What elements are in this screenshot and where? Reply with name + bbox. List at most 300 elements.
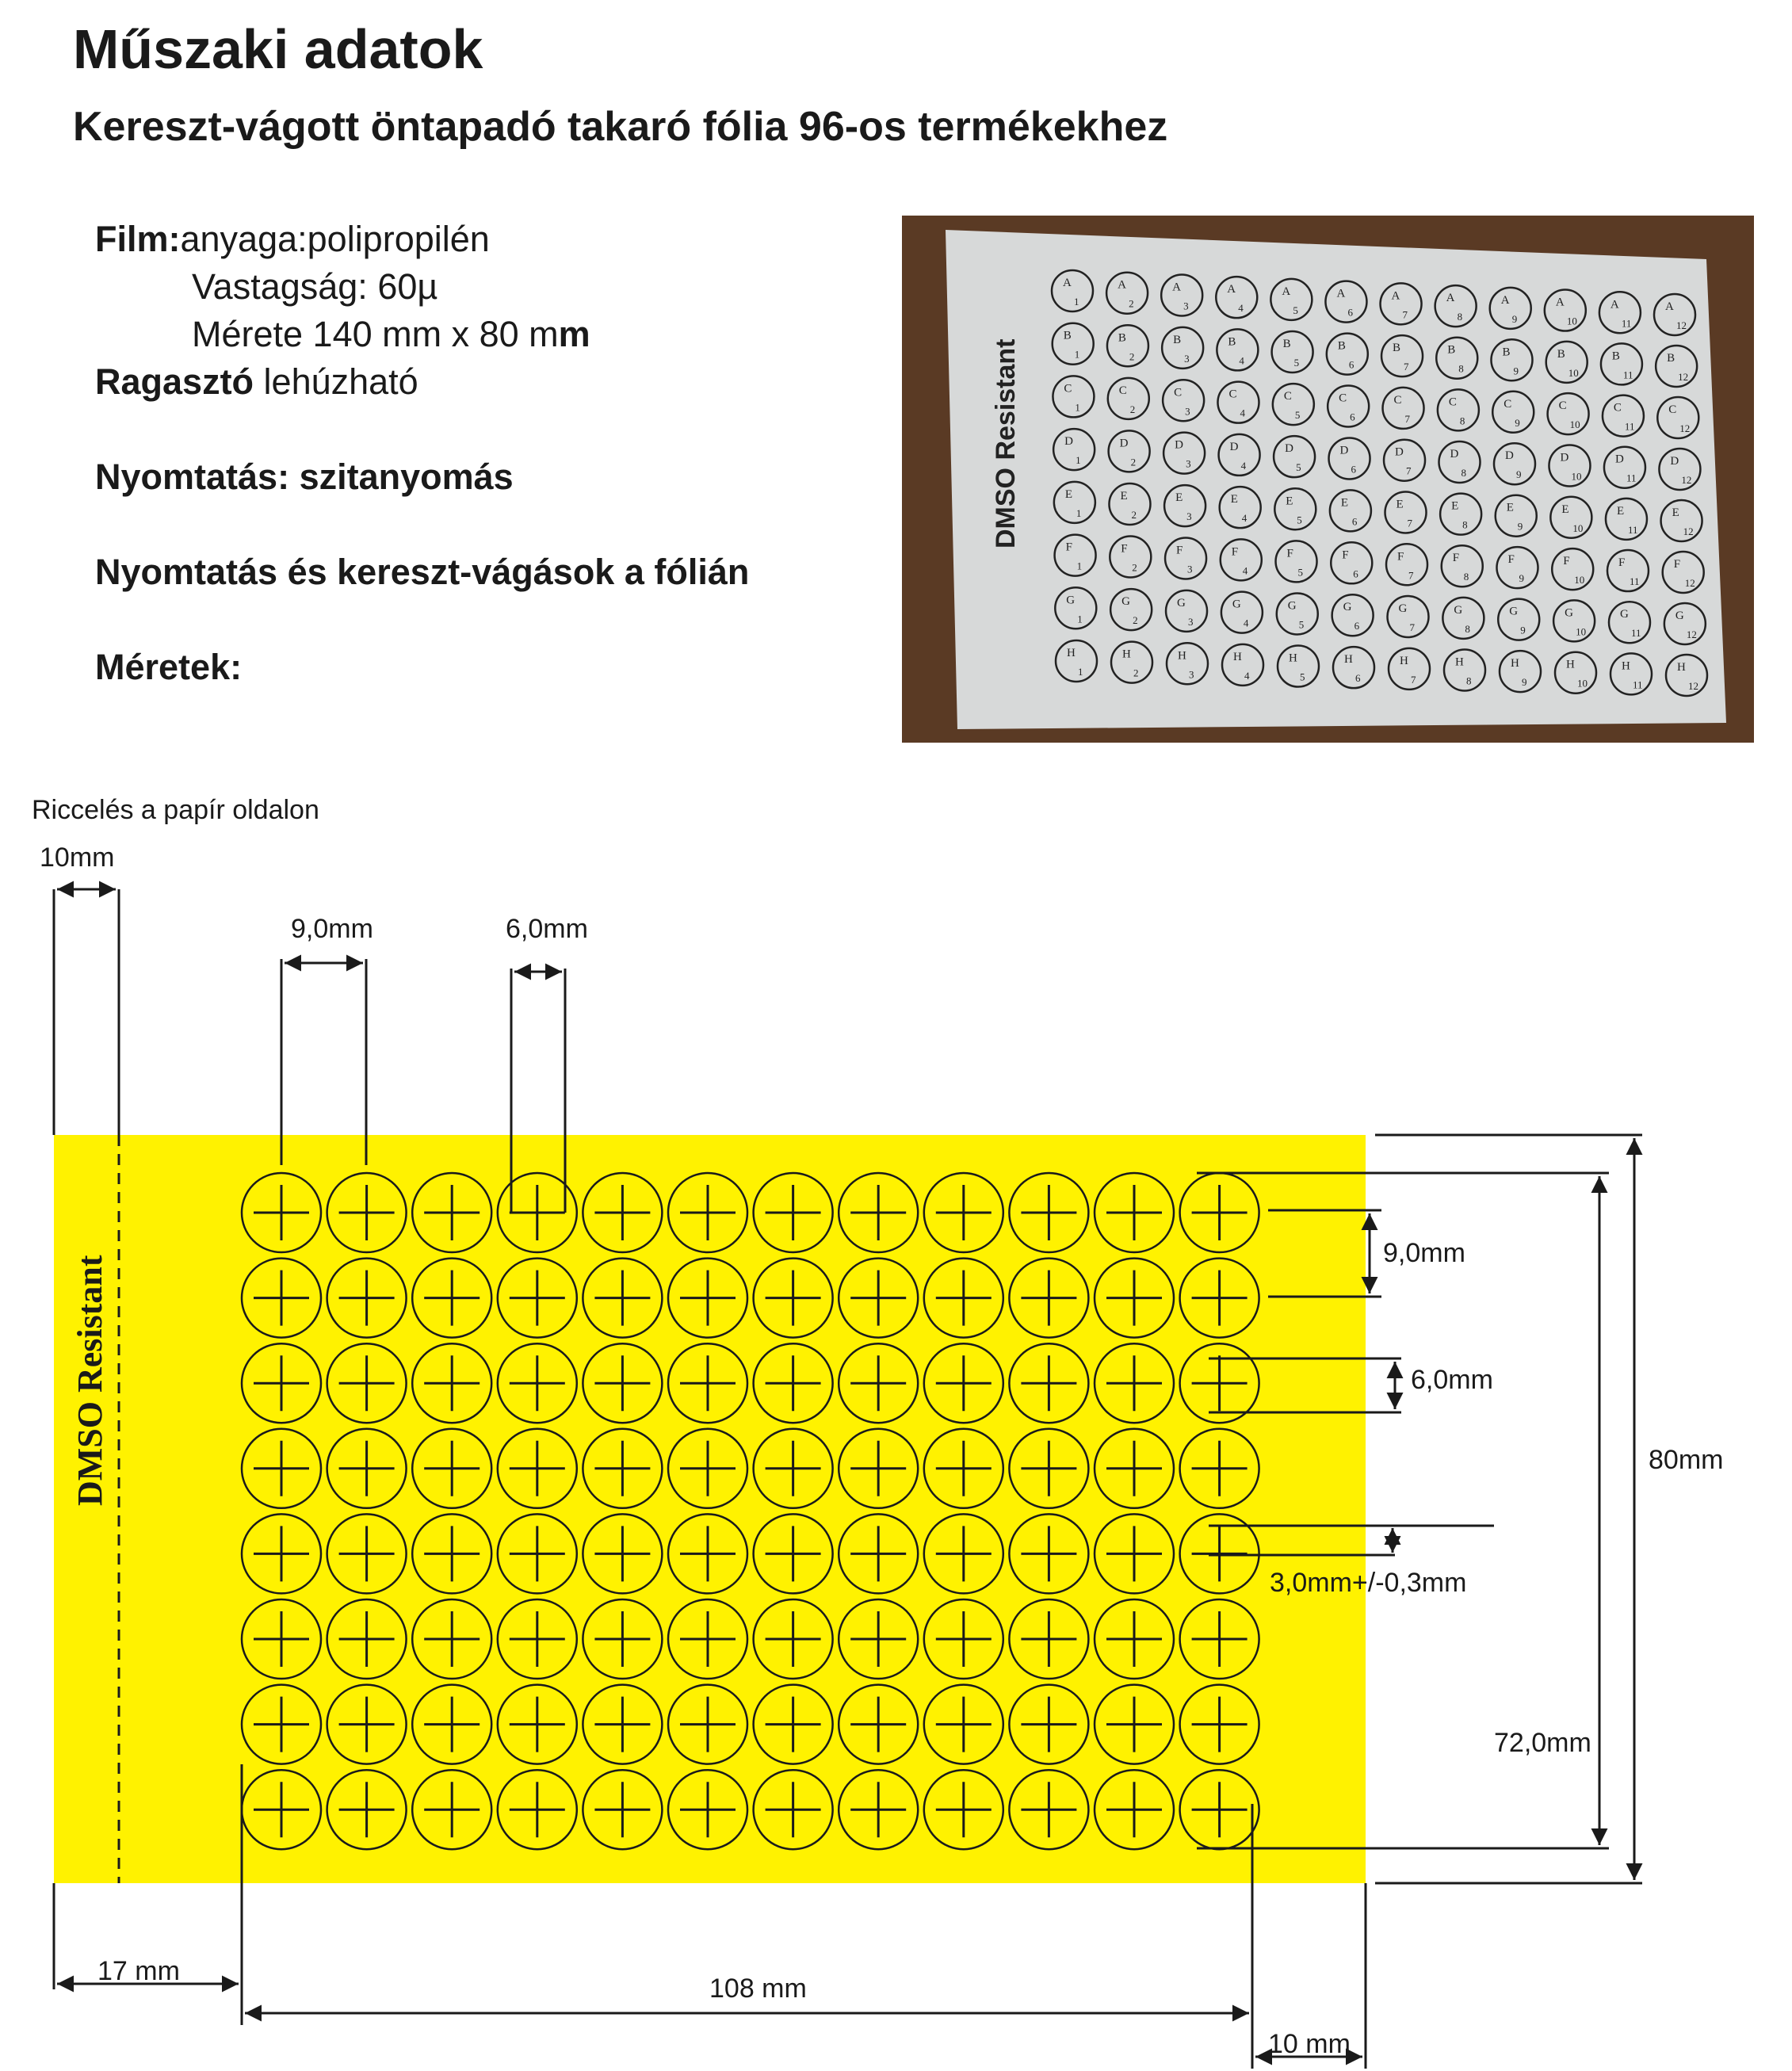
photo-well-row: E bbox=[1286, 495, 1293, 508]
photo-well-row: E bbox=[1561, 502, 1569, 516]
photo-well-row: C bbox=[1118, 384, 1127, 397]
well-cell bbox=[839, 1173, 918, 1252]
photo-well-row: E bbox=[1396, 498, 1404, 511]
photo-well-row: C bbox=[1448, 395, 1457, 409]
photo-well-col: 11 bbox=[1630, 627, 1641, 640]
photo-well-row: E bbox=[1064, 487, 1073, 501]
photo-well-row: A bbox=[1118, 278, 1126, 292]
well-cell bbox=[1180, 1599, 1259, 1679]
photo-well-col: 12 bbox=[1683, 525, 1694, 537]
photo-well-row: G bbox=[1287, 599, 1297, 613]
well-cell bbox=[498, 1770, 577, 1849]
photo-well-row: B bbox=[1063, 329, 1072, 342]
photo-well-row: H bbox=[1511, 657, 1519, 671]
photo-well-row: B bbox=[1393, 342, 1401, 355]
spec-dimensions: Méretek: bbox=[95, 647, 243, 687]
photo-well-row: E bbox=[1175, 491, 1183, 505]
photo-well-row: B bbox=[1611, 350, 1620, 363]
well-cell bbox=[242, 1259, 321, 1338]
photo-well-col: 8 bbox=[1458, 362, 1464, 375]
photo-well-col: 6 bbox=[1355, 672, 1361, 685]
well-cell bbox=[583, 1429, 662, 1508]
well-cell bbox=[498, 1685, 577, 1764]
photo-well-col: 5 bbox=[1298, 618, 1305, 631]
photo-well-col: 9 bbox=[1513, 365, 1519, 377]
photo-well-row: A bbox=[1063, 277, 1072, 289]
photo-well-row: H bbox=[1677, 661, 1686, 674]
photo-well-col: 3 bbox=[1186, 457, 1191, 470]
photo-well-row: F bbox=[1176, 544, 1183, 557]
well-cell bbox=[668, 1259, 747, 1338]
well-cell bbox=[1180, 1173, 1259, 1252]
photo-well-row: B bbox=[1173, 333, 1182, 346]
photo-well-row: C bbox=[1558, 399, 1567, 413]
photo-well-col: 7 bbox=[1404, 361, 1409, 373]
well-cell bbox=[412, 1599, 491, 1679]
photo-well-col: 9 bbox=[1515, 416, 1520, 429]
photo-well-row: B bbox=[1667, 352, 1675, 365]
well-cell bbox=[754, 1429, 833, 1508]
photo-well-col: 2 bbox=[1133, 614, 1138, 627]
well-cell bbox=[1009, 1343, 1088, 1423]
well-cell bbox=[1180, 1770, 1259, 1849]
dim-grid-width: 108 mm bbox=[709, 1974, 807, 2004]
photo-well-col: 8 bbox=[1457, 311, 1463, 323]
well-cell bbox=[327, 1429, 407, 1508]
photo-well-row: A bbox=[1336, 287, 1346, 300]
dim-left-offset: 17 mm bbox=[97, 1956, 180, 1986]
photo-well-row: H bbox=[1344, 653, 1353, 667]
photo-well-row: C bbox=[1613, 401, 1622, 415]
well-cell bbox=[1180, 1343, 1259, 1423]
photo-well-row: D bbox=[1395, 445, 1404, 459]
photo-well-col: 5 bbox=[1294, 409, 1301, 422]
well-cell bbox=[242, 1599, 321, 1679]
photo-well-col: 4 bbox=[1240, 459, 1247, 472]
photo-well-row: F bbox=[1673, 558, 1681, 571]
photo-well-col: 12 bbox=[1676, 319, 1687, 331]
photo-well-col: 2 bbox=[1130, 456, 1137, 468]
photo-well-row: A bbox=[1500, 293, 1510, 307]
photo-well-col: 11 bbox=[1621, 317, 1632, 330]
photo-well-col: 6 bbox=[1348, 358, 1355, 371]
photo-well-col: 1 bbox=[1076, 454, 1081, 467]
adhesive-label: Ragasztó bbox=[95, 361, 254, 402]
photo-well-col: 8 bbox=[1463, 571, 1469, 583]
photo-well-row: G bbox=[1565, 606, 1573, 620]
well-cell bbox=[839, 1599, 918, 1679]
photo-well-row: C bbox=[1668, 403, 1677, 416]
photo-well-col: 3 bbox=[1183, 300, 1189, 312]
photo-well-row: H bbox=[1122, 648, 1131, 661]
well-cell bbox=[839, 1259, 918, 1338]
photo-well-col: 3 bbox=[1184, 352, 1190, 365]
photo-well-row: G bbox=[1066, 594, 1076, 607]
well-cell bbox=[583, 1173, 662, 1252]
photo-well-row: A bbox=[1391, 289, 1400, 303]
photo-well-row: A bbox=[1555, 296, 1565, 309]
photo-well-col: 10 bbox=[1571, 470, 1582, 483]
photo-well-col: 7 bbox=[1408, 569, 1414, 582]
well-cell bbox=[412, 1429, 491, 1508]
photo-well-row: E bbox=[1616, 504, 1625, 518]
photo-well-row: C bbox=[1064, 382, 1072, 395]
photo-sheet-label: DMSO Resistant bbox=[991, 338, 1021, 548]
well-cell bbox=[583, 1685, 662, 1764]
well-cell bbox=[583, 1599, 662, 1679]
photo-well-col: 2 bbox=[1129, 297, 1134, 310]
photo-well-col: 7 bbox=[1409, 621, 1416, 634]
well-cell bbox=[668, 1514, 747, 1593]
well-cell bbox=[327, 1514, 407, 1593]
photo-well-col: 10 bbox=[1569, 418, 1580, 431]
well-cell bbox=[839, 1429, 918, 1508]
well-cell bbox=[412, 1514, 491, 1593]
photo-well-row: F bbox=[1286, 547, 1293, 560]
photo-well-row: G bbox=[1509, 605, 1519, 618]
photo-well-col: 5 bbox=[1296, 461, 1301, 474]
well-cell bbox=[839, 1685, 918, 1764]
photo-well-col: 10 bbox=[1566, 315, 1577, 327]
photo-well-row: D bbox=[1504, 449, 1514, 463]
photo-well-row: D bbox=[1560, 451, 1569, 464]
photo-well-col: 12 bbox=[1688, 680, 1698, 692]
photo-well-row: D bbox=[1229, 440, 1239, 453]
well-cell bbox=[1009, 1599, 1088, 1679]
well-cell bbox=[754, 1685, 833, 1764]
well-cell bbox=[839, 1343, 918, 1423]
photo-well-col: 4 bbox=[1242, 564, 1248, 577]
well-cell bbox=[1180, 1259, 1259, 1338]
well-cell bbox=[754, 1259, 833, 1338]
dim-height: 80mm bbox=[1649, 1445, 1724, 1475]
film-label: Film: bbox=[95, 219, 181, 259]
photo-well-row: F bbox=[1342, 548, 1349, 562]
photo-well-row: C bbox=[1228, 388, 1237, 401]
well-cell bbox=[242, 1343, 321, 1423]
photo-well-col: 11 bbox=[1622, 369, 1633, 381]
spec-thickness: Vastagság: 60µ bbox=[192, 266, 438, 307]
photo-well-row: H bbox=[1622, 659, 1630, 673]
photo-well-row: F bbox=[1618, 556, 1626, 570]
photo-well-row: B bbox=[1118, 331, 1126, 345]
well-cell bbox=[924, 1770, 1003, 1849]
photo-well-row: E bbox=[1672, 506, 1679, 519]
photo-well-row: F bbox=[1397, 550, 1404, 564]
photo-well-col: 7 bbox=[1411, 673, 1416, 686]
dim-left-strip: 10mm bbox=[40, 843, 115, 873]
well-cell bbox=[1009, 1173, 1088, 1252]
well-cell bbox=[1180, 1429, 1259, 1508]
photo-well-col: 3 bbox=[1185, 405, 1190, 418]
well-cell bbox=[1009, 1770, 1088, 1849]
photo-well-row: C bbox=[1393, 393, 1402, 407]
photo-well-row: G bbox=[1177, 596, 1186, 609]
well-cell bbox=[412, 1259, 491, 1338]
well-cell bbox=[242, 1770, 321, 1849]
adhesive-value: lehúzható bbox=[254, 361, 418, 402]
photo-well-col: 8 bbox=[1465, 622, 1470, 635]
photo-well-row: H bbox=[1289, 651, 1297, 665]
well-cell bbox=[1009, 1259, 1088, 1338]
photo-well-col: 9 bbox=[1511, 312, 1518, 325]
photo-well-col: 5 bbox=[1293, 304, 1298, 316]
photo-well-col: 10 bbox=[1572, 522, 1584, 534]
photo-well-row: A bbox=[1665, 300, 1674, 313]
well-cell bbox=[668, 1770, 747, 1849]
photo-well-col: 9 bbox=[1515, 468, 1522, 481]
well-cell bbox=[327, 1599, 407, 1679]
photo-well-col: 5 bbox=[1297, 514, 1302, 526]
photo-well-col: 7 bbox=[1406, 464, 1412, 477]
well-cell bbox=[498, 1514, 577, 1593]
photo-well-row: G bbox=[1454, 603, 1463, 617]
well-cell bbox=[327, 1770, 407, 1849]
photo-well-col: 4 bbox=[1238, 302, 1244, 315]
well-cell bbox=[754, 1770, 833, 1849]
well-cell bbox=[839, 1770, 918, 1849]
photo-well-col: 4 bbox=[1243, 617, 1249, 629]
photo-well-row: B bbox=[1502, 346, 1511, 359]
well-cell bbox=[1095, 1599, 1174, 1679]
photo-well-col: 9 bbox=[1517, 520, 1523, 533]
photo-well-col: 2 bbox=[1132, 561, 1137, 574]
photo-well-row: G bbox=[1619, 608, 1629, 621]
photo-well-row: D bbox=[1119, 437, 1129, 450]
photo-well-col: 1 bbox=[1077, 613, 1083, 625]
photo-well-row: E bbox=[1451, 499, 1459, 513]
photo-well-col: 11 bbox=[1629, 575, 1640, 588]
photo-well-row: H bbox=[1233, 650, 1242, 663]
photo-well-row: E bbox=[1340, 496, 1349, 510]
well-cell bbox=[1095, 1514, 1174, 1593]
well-cell bbox=[668, 1685, 747, 1764]
well-cell bbox=[412, 1173, 491, 1252]
photo-well-col: 8 bbox=[1459, 415, 1465, 427]
well-cell bbox=[924, 1599, 1003, 1679]
photo-well-row: C bbox=[1283, 390, 1292, 403]
well-cell bbox=[1095, 1770, 1174, 1849]
well-cell bbox=[583, 1770, 662, 1849]
photo-well-col: 9 bbox=[1522, 676, 1527, 689]
photo-well-col: 7 bbox=[1404, 412, 1411, 425]
well-cell bbox=[668, 1173, 747, 1252]
photo-well-row: G bbox=[1121, 595, 1130, 609]
size-prefix: Mérete 140 mm x 80 m bbox=[192, 314, 559, 354]
photo-well-col: 6 bbox=[1347, 306, 1353, 319]
well-cell bbox=[1009, 1429, 1088, 1508]
photo-well-col: 11 bbox=[1633, 678, 1643, 691]
dim-pitch-v: 9,0mm bbox=[1383, 1238, 1465, 1268]
well-cell bbox=[327, 1259, 407, 1338]
photo-well-col: 3 bbox=[1187, 563, 1193, 575]
photo-well-row: D bbox=[1670, 455, 1679, 468]
photo-well-row: D bbox=[1450, 447, 1459, 460]
photo-well-col: 12 bbox=[1679, 422, 1691, 434]
photo-well-row: F bbox=[1121, 542, 1128, 556]
photo-well-row: D bbox=[1175, 438, 1183, 452]
photo-well-col: 4 bbox=[1239, 354, 1244, 367]
well-cell bbox=[327, 1685, 407, 1764]
photo-well-col: 2 bbox=[1129, 403, 1136, 415]
photo-well-col: 10 bbox=[1568, 366, 1579, 379]
well-cell bbox=[498, 1343, 577, 1423]
photo-well-col: 10 bbox=[1574, 574, 1585, 587]
photo-well-row: E bbox=[1120, 489, 1128, 502]
dim-right-margin: 10 mm bbox=[1268, 2029, 1351, 2059]
well-cell bbox=[924, 1429, 1003, 1508]
photo-well-row: E bbox=[1506, 501, 1514, 514]
photo-well-col: 7 bbox=[1407, 517, 1413, 529]
spec-printing: Nyomtatás: szitanyomás bbox=[95, 457, 514, 497]
well-cell bbox=[668, 1429, 747, 1508]
photo-well-col: 6 bbox=[1354, 620, 1360, 632]
page-title: Műszaki adatok bbox=[73, 18, 483, 80]
photo-well-row: B bbox=[1557, 347, 1565, 361]
photo-well-row: A bbox=[1227, 283, 1236, 296]
photo-well-row: C bbox=[1504, 397, 1512, 411]
photo-well-col: 11 bbox=[1624, 420, 1635, 433]
photo-well-row: F bbox=[1065, 541, 1072, 554]
photo-well-row: E bbox=[1230, 493, 1238, 506]
dim-hole-h: 6,0mm bbox=[506, 914, 588, 944]
size-suffix: m bbox=[558, 314, 590, 354]
well-cell bbox=[583, 1514, 662, 1593]
well-cell bbox=[242, 1173, 321, 1252]
photo-well-col: 10 bbox=[1576, 625, 1587, 638]
photo-well-col: 6 bbox=[1351, 515, 1358, 528]
well-cell bbox=[498, 1429, 577, 1508]
photo-well-col: 10 bbox=[1577, 677, 1588, 690]
photo-well-row: H bbox=[1178, 649, 1186, 663]
photo-well-row: F bbox=[1231, 545, 1239, 559]
photo-well-col: 2 bbox=[1133, 667, 1139, 679]
photo-well-row: H bbox=[1400, 654, 1408, 667]
photo-well-row: F bbox=[1507, 553, 1515, 567]
well-cell bbox=[924, 1173, 1003, 1252]
photo-well-col: 6 bbox=[1350, 411, 1355, 423]
spec-printing-cuts: Nyomtatás és kereszt-vágások a fólián bbox=[95, 552, 750, 592]
well-cell bbox=[1095, 1173, 1174, 1252]
photo-well-col: 4 bbox=[1244, 669, 1250, 682]
photo-well-col: 7 bbox=[1402, 308, 1408, 321]
photo-well-row: A bbox=[1172, 281, 1182, 294]
photo-well-col: 1 bbox=[1074, 296, 1079, 308]
well-cell bbox=[412, 1685, 491, 1764]
photo-well-row: C bbox=[1339, 392, 1347, 405]
photo-well-row: G bbox=[1675, 609, 1684, 622]
photo-well-row: G bbox=[1343, 601, 1352, 614]
photo-well-row: D bbox=[1614, 453, 1624, 466]
well-cell bbox=[839, 1514, 918, 1593]
photo-well-col: 12 bbox=[1684, 577, 1695, 589]
photo-well-col: 11 bbox=[1626, 472, 1637, 484]
well-cell bbox=[924, 1514, 1003, 1593]
well-cell bbox=[498, 1599, 577, 1679]
side-label: DMSO Resistant bbox=[71, 1255, 109, 1506]
photo-well-col: 8 bbox=[1462, 518, 1468, 531]
photo-well-col: 1 bbox=[1076, 560, 1083, 572]
well-cell bbox=[412, 1770, 491, 1849]
page-subtitle: Kereszt-vágott öntapadó takaró fólia 96-os termékekhez bbox=[73, 104, 1168, 150]
well-cell bbox=[1095, 1429, 1174, 1508]
photo-well-col: 11 bbox=[1627, 523, 1638, 536]
photo-well-col: 1 bbox=[1075, 401, 1080, 414]
well-cell bbox=[583, 1259, 662, 1338]
well-cell bbox=[1180, 1685, 1259, 1764]
photo-well-row: A bbox=[1282, 285, 1291, 298]
photo-well-row: C bbox=[1174, 386, 1183, 399]
photo-well-col: 1 bbox=[1076, 506, 1082, 519]
photo-well-col: 1 bbox=[1078, 666, 1083, 678]
well-cell bbox=[327, 1173, 407, 1252]
photo-well-col: 12 bbox=[1686, 629, 1697, 640]
well-cell bbox=[242, 1429, 321, 1508]
photo-well-row: B bbox=[1282, 338, 1291, 350]
photo-well-row: G bbox=[1398, 602, 1408, 616]
well-cell bbox=[1095, 1343, 1174, 1423]
photo-well-col: 3 bbox=[1186, 510, 1192, 523]
photo-well-col: 6 bbox=[1351, 463, 1357, 476]
well-cell bbox=[1095, 1259, 1174, 1338]
well-cell bbox=[754, 1599, 833, 1679]
photo-well-row: A bbox=[1446, 292, 1455, 305]
scoring-label: Riccelés a papír oldalon bbox=[32, 795, 319, 825]
well-cell bbox=[1009, 1514, 1088, 1593]
photo-well-row: F bbox=[1452, 552, 1460, 565]
photo-well-col: 12 bbox=[1681, 474, 1692, 486]
photo-well-row: H bbox=[1067, 647, 1076, 659]
photo-well-col: 6 bbox=[1353, 567, 1358, 580]
well-cell bbox=[327, 1343, 407, 1423]
photo-well-row: D bbox=[1064, 435, 1073, 449]
photo-well-col: 8 bbox=[1461, 466, 1467, 479]
well-cell bbox=[242, 1514, 321, 1593]
photo-well-row: G bbox=[1232, 598, 1241, 611]
photo-well-col: 4 bbox=[1241, 512, 1248, 525]
photo-well-col: 4 bbox=[1240, 407, 1245, 419]
photo-well-col: 5 bbox=[1297, 566, 1304, 579]
photo-well-col: 8 bbox=[1466, 674, 1472, 687]
well-cell bbox=[924, 1685, 1003, 1764]
well-cell bbox=[668, 1343, 747, 1423]
well-cell bbox=[242, 1685, 321, 1764]
well-cell bbox=[924, 1259, 1003, 1338]
dim-pitch-h: 9,0mm bbox=[291, 914, 373, 944]
dim-hole-v: 6,0mm bbox=[1411, 1365, 1493, 1395]
photo-well-col: 2 bbox=[1129, 350, 1135, 363]
photo-well-row: B bbox=[1337, 339, 1346, 353]
well-cell bbox=[583, 1343, 662, 1423]
photo-well-col: 3 bbox=[1189, 668, 1194, 681]
photo-well-col: 9 bbox=[1520, 624, 1526, 636]
photo-well-row: A bbox=[1610, 298, 1619, 311]
photo-well-row: D bbox=[1285, 442, 1293, 456]
well-cell bbox=[1095, 1685, 1174, 1764]
well-cell bbox=[1009, 1685, 1088, 1764]
well-cell bbox=[924, 1343, 1003, 1423]
photo-well-row: H bbox=[1566, 658, 1575, 671]
photo-well-col: 9 bbox=[1519, 572, 1524, 585]
well-cell bbox=[754, 1514, 833, 1593]
well-cell bbox=[754, 1343, 833, 1423]
dim-slit: 3,0mm+/-0,3mm bbox=[1270, 1568, 1467, 1598]
photo-well-row: B bbox=[1447, 343, 1456, 357]
photo-well-col: 5 bbox=[1300, 671, 1305, 683]
well-cell bbox=[668, 1599, 747, 1679]
photo-well-row: H bbox=[1455, 655, 1464, 669]
photo-well-row: F bbox=[1563, 555, 1570, 568]
